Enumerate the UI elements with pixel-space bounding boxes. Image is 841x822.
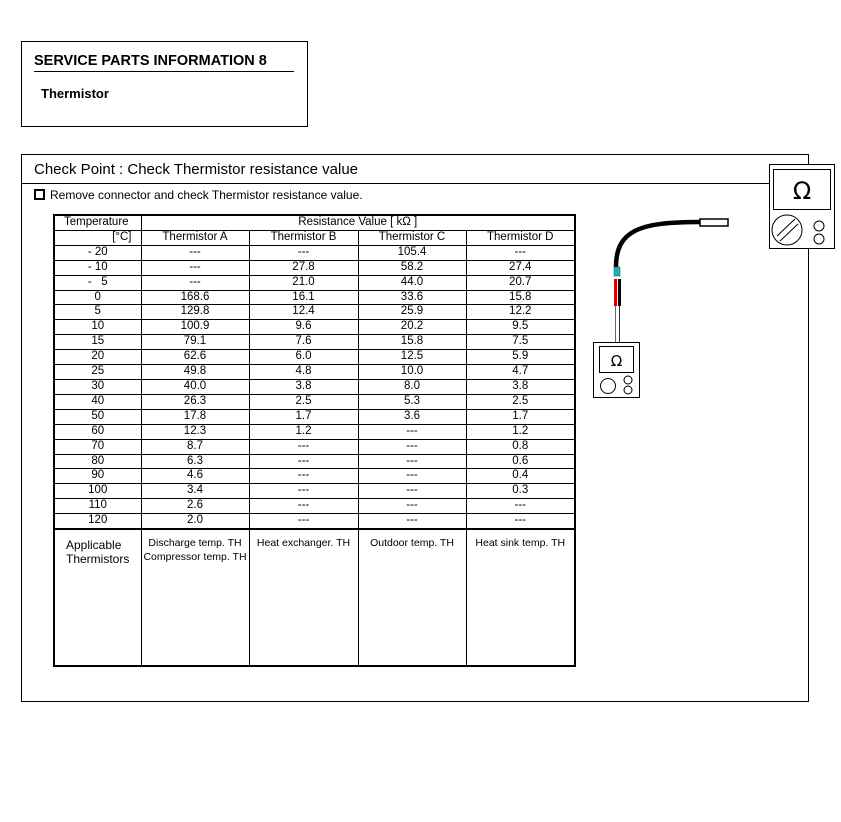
- table-cell: 6.0: [249, 350, 358, 365]
- table-cell: 44.0: [358, 275, 466, 290]
- table-cell: 100: [54, 484, 141, 499]
- table-cell: 58.2: [358, 260, 466, 275]
- table-cell: ---: [358, 484, 466, 499]
- table-cell: - 20: [54, 245, 141, 260]
- table-cell: ---: [249, 454, 358, 469]
- applicable-thermistor: Heat exchanger. TH: [249, 529, 358, 666]
- table-cell: 0: [54, 290, 141, 305]
- table-cell: 0.8: [466, 439, 575, 454]
- table-cell: ---: [249, 469, 358, 484]
- table-cell: ---: [358, 469, 466, 484]
- resistance-group-header: Resistance Value [ kΩ ]: [141, 215, 575, 230]
- table-cell: 1.7: [249, 409, 358, 424]
- table-cell: 15.8: [466, 290, 575, 305]
- table-cell: 120: [54, 514, 141, 529]
- table-cell: ---: [249, 499, 358, 514]
- table-cell: 17.8: [141, 409, 249, 424]
- table-cell: 20: [54, 350, 141, 365]
- table-cell: 10.0: [358, 365, 466, 380]
- table-cell: 110: [54, 499, 141, 514]
- table-cell: 4.8: [249, 365, 358, 380]
- svg-text:Ω: Ω: [610, 352, 623, 370]
- table-cell: 33.6: [358, 290, 466, 305]
- table-cell: ---: [249, 439, 358, 454]
- table-cell: 7.5: [466, 335, 575, 350]
- table-cell: 40: [54, 394, 141, 409]
- table-cell: 27.8: [249, 260, 358, 275]
- table-cell: ---: [249, 514, 358, 529]
- small-multimeter-icon: [594, 343, 640, 398]
- column-header: Thermistor D: [466, 230, 575, 245]
- table-cell: 60: [54, 424, 141, 439]
- temperature-unit-header: [°C]: [54, 230, 141, 245]
- table-cell: 49.8: [141, 365, 249, 380]
- table-cell: 2.0: [141, 514, 249, 529]
- table-cell: 105.4: [358, 245, 466, 260]
- table-cell: 16.1: [249, 290, 358, 305]
- table-cell: 2.6: [141, 499, 249, 514]
- table-cell: 12.3: [141, 424, 249, 439]
- table-cell: 21.0: [249, 275, 358, 290]
- column-header: Thermistor A: [141, 230, 249, 245]
- table-cell: ---: [249, 484, 358, 499]
- table-cell: 4.7: [466, 365, 575, 380]
- table-cell: ---: [358, 454, 466, 469]
- table-cell: 0.4: [466, 469, 575, 484]
- applicable-thermistor: Discharge temp. TH Compressor temp. TH: [141, 529, 249, 666]
- table-cell: ---: [141, 275, 249, 290]
- table-cell: 3.4: [141, 484, 249, 499]
- table-cell: 26.3: [141, 394, 249, 409]
- table-cell: 12.4: [249, 305, 358, 320]
- table-cell: 3.8: [466, 379, 575, 394]
- check-point-heading: Check Point : Check Thermistor resistance value: [34, 161, 359, 178]
- table-cell: 9.5: [466, 320, 575, 335]
- table-cell: ---: [249, 245, 358, 260]
- table-cell: ---: [466, 499, 575, 514]
- svg-text:Ω: Ω: [792, 177, 812, 205]
- table-cell: 1.7: [466, 409, 575, 424]
- large-multimeter-icon: [770, 165, 835, 249]
- table-cell: 79.1: [141, 335, 249, 350]
- table-cell: 1.2: [249, 424, 358, 439]
- table-cell: 4.6: [141, 469, 249, 484]
- temperature-header: Temperature: [54, 215, 141, 230]
- applicable-thermistor: Heat sink temp. TH: [466, 529, 575, 666]
- table-cell: 2.5: [249, 394, 358, 409]
- table-cell: ---: [466, 514, 575, 529]
- table-cell: ---: [358, 499, 466, 514]
- table-cell: 80: [54, 454, 141, 469]
- table-cell: 7.6: [249, 335, 358, 350]
- table-cell: ---: [466, 245, 575, 260]
- table-cell: ---: [141, 260, 249, 275]
- table-cell: 25.9: [358, 305, 466, 320]
- table-cell: 5.3: [358, 394, 466, 409]
- table-cell: ---: [358, 439, 466, 454]
- table-cell: 20.2: [358, 320, 466, 335]
- table-cell: 0.6: [466, 454, 575, 469]
- table-cell: 50: [54, 409, 141, 424]
- thermistor-probe-icon: [614, 219, 728, 343]
- applicable-thermistor: Outdoor temp. TH: [358, 529, 466, 666]
- table-cell: 168.6: [141, 290, 249, 305]
- table-cell: 40.0: [141, 379, 249, 394]
- table-cell: 30: [54, 379, 141, 394]
- applicable-label: Applicable Thermistors: [54, 529, 141, 666]
- table-cell: - 10: [54, 260, 141, 275]
- table-cell: 12.2: [466, 305, 575, 320]
- table-cell: 25: [54, 365, 141, 380]
- table-cell: 9.6: [249, 320, 358, 335]
- table-cell: 90: [54, 469, 141, 484]
- table-cell: 129.8: [141, 305, 249, 320]
- column-header: Thermistor B: [249, 230, 358, 245]
- table-cell: 20.7: [466, 275, 575, 290]
- table-cell: 3.6: [358, 409, 466, 424]
- table-cell: 70: [54, 439, 141, 454]
- table-cell: 10: [54, 320, 141, 335]
- table-cell: ---: [358, 424, 466, 439]
- page-title: SERVICE PARTS INFORMATION 8: [34, 53, 267, 69]
- table-cell: 5: [54, 305, 141, 320]
- table-cell: 2.5: [466, 394, 575, 409]
- table-cell: 5.9: [466, 350, 575, 365]
- table-cell: 27.4: [466, 260, 575, 275]
- table-cell: 0.3: [466, 484, 575, 499]
- column-header: Thermistor C: [358, 230, 466, 245]
- table-cell: 8.7: [141, 439, 249, 454]
- table-cell: 100.9: [141, 320, 249, 335]
- table-cell: 15: [54, 335, 141, 350]
- table-cell: 6.3: [141, 454, 249, 469]
- table-cell: - 5: [54, 275, 141, 290]
- table-cell: 12.5: [358, 350, 466, 365]
- table-cell: 3.8: [249, 379, 358, 394]
- table-cell: ---: [141, 245, 249, 260]
- table-cell: 1.2: [466, 424, 575, 439]
- table-cell: ---: [358, 514, 466, 529]
- table-cell: 62.6: [141, 350, 249, 365]
- table-cell: 8.0: [358, 379, 466, 394]
- instruction-text: Remove connector and check Thermistor resistance value.: [50, 188, 363, 202]
- table-cell: 15.8: [358, 335, 466, 350]
- page-subtitle: Thermistor: [41, 86, 109, 101]
